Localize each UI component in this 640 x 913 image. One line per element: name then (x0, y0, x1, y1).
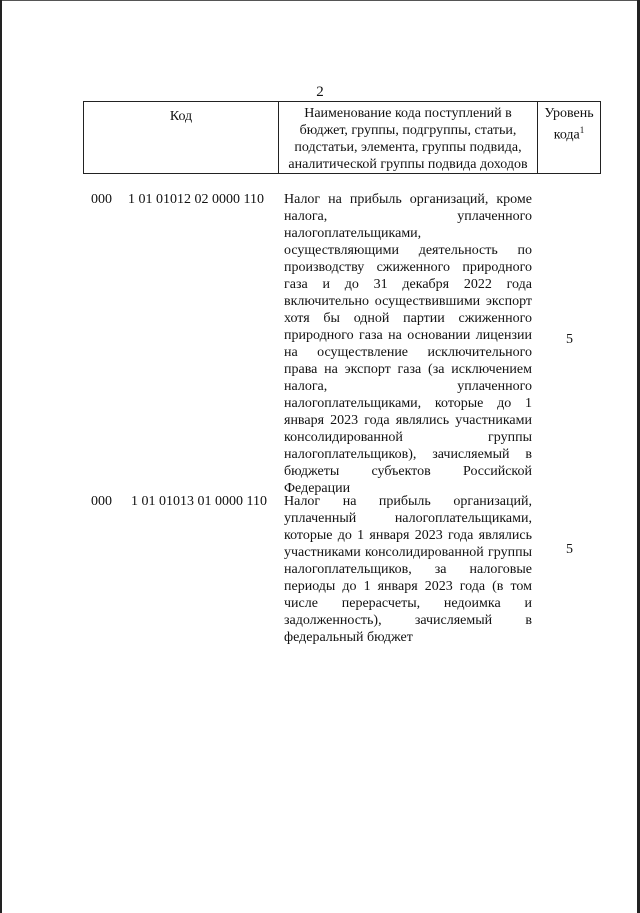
row-name: Налог на прибыль организаций, уплаченный налогоплательщиками, которые до 1 января 2023 года являлись участниками консолидированной группы налогоплательщиков, за налоговые периоды до 1 января 2023 года (в том числе перерасчеты, недоимка и задолженность), зачисляемый в федеральный бюджет (284, 494, 532, 645)
table-header (83, 101, 601, 174)
header-level (538, 102, 601, 174)
row-code: 1 01 01013 01 0000 110 (131, 494, 267, 509)
header-code (84, 102, 279, 174)
page-number: 2 (316, 84, 324, 100)
row-group: 000 (91, 192, 112, 207)
header-code-label: Код (169, 109, 193, 124)
row-group: 000 (91, 494, 112, 509)
row-code: 1 01 01012 02 0000 110 (128, 192, 264, 207)
row-level: 5 (566, 332, 573, 347)
header-name-label: Наименование кода поступлений в бюджет, группы, подгруппы, статьи, подстатьи, элемента, группы подвида, аналитической группы подвида доходов (288, 106, 528, 172)
header-level-label: Уровень кода (544, 106, 594, 143)
scan-edge-left (0, 0, 2, 913)
footnote-marker: 1 (579, 125, 585, 135)
row-name: Налог на прибыль организаций, кроме налога, уплаченного налогоплательщиками, осуществляющими деятельность по производству сжиженного природного газа и до 31 декабря 2022 года включительно осуществившими экспорт хотя бы одной партии сжиженного природного газа на основании лицензии на осуществление исключительного права на экспорт газа (за исключением налога, уплаченного налогоплательщиками, которые до 1 января 2023 года являлись участниками консолидированной группы налогоплательщиков), зачисляемый в бюджеты субъектов Российской Федерации (284, 192, 532, 496)
scan-edge-top (0, 0, 640, 1)
row-level: 5 (566, 542, 573, 557)
header-name (279, 102, 538, 174)
